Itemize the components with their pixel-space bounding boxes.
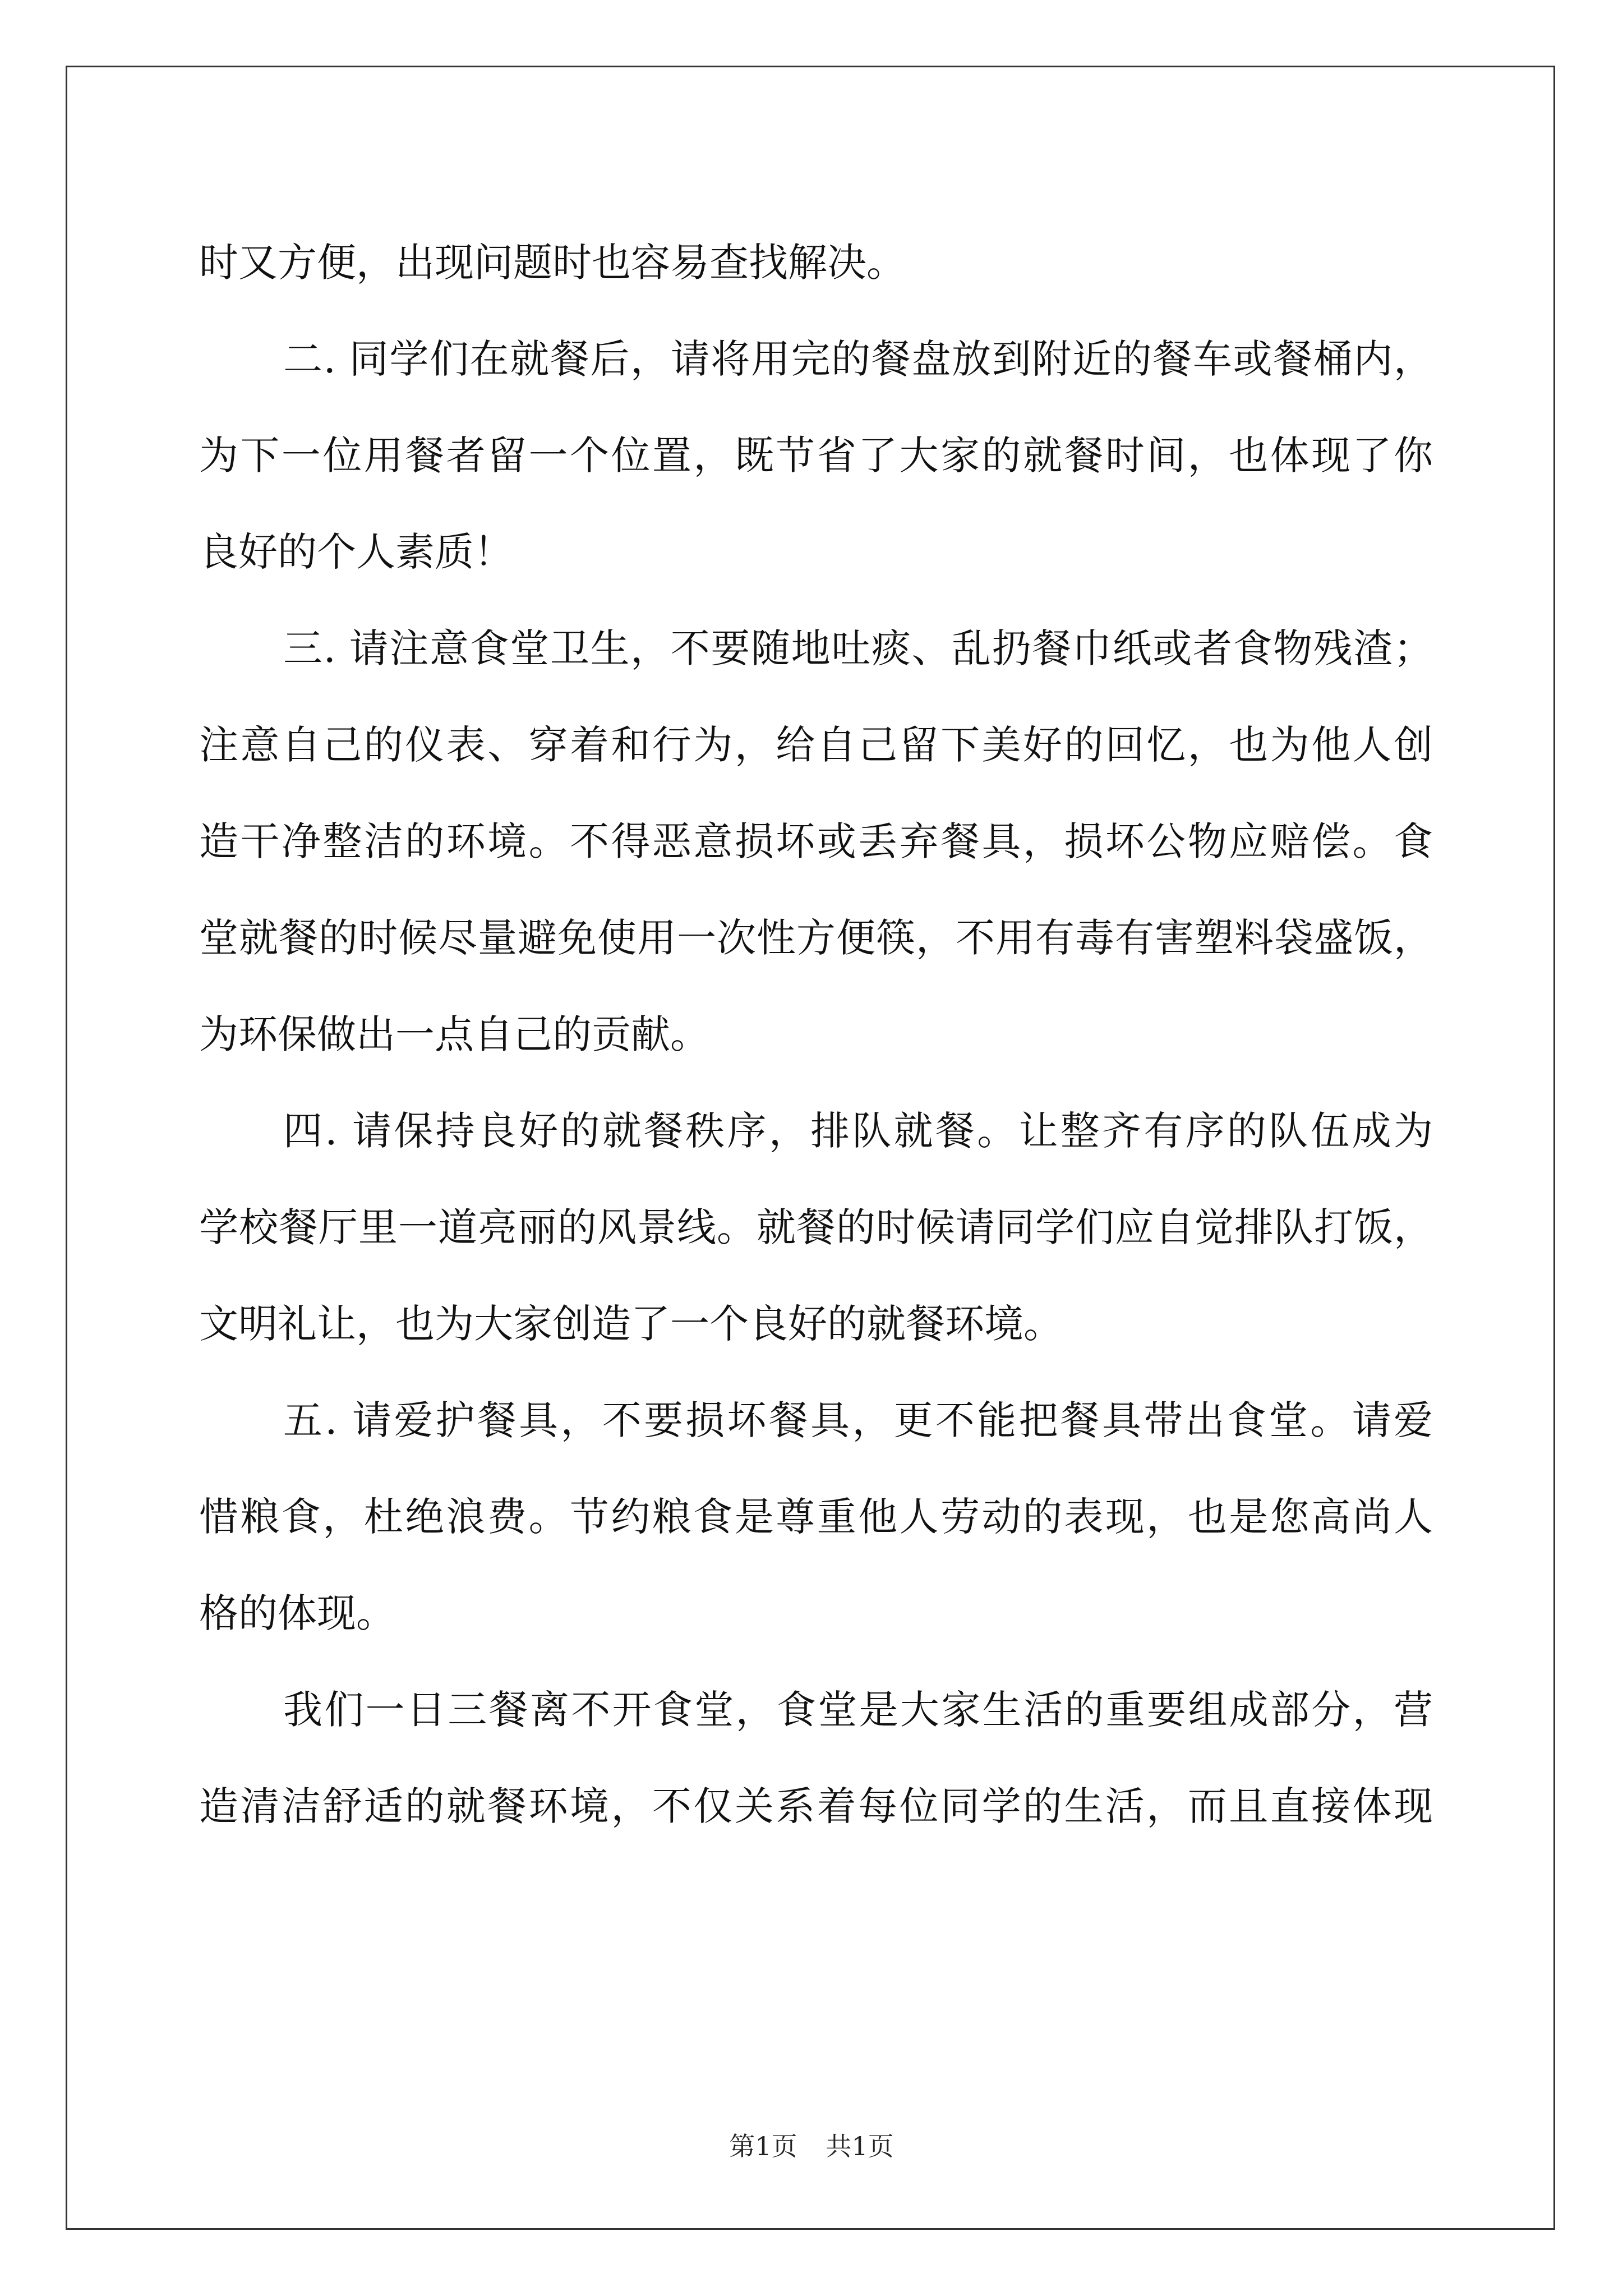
text-line: 造清洁舒适的就餐环境，不仅关系着每位同学的生活，而且直接体现	[199, 1783, 1433, 1829]
text-line: 造干净整洁的环境。不得恶意损坏或丢弃餐具，损坏公物应赔偿。食	[199, 818, 1433, 864]
page-footer	[0, 2126, 1623, 2163]
text-line: 良好的个人素质！	[199, 529, 513, 575]
text-line: 堂就餐的时候尽量避免使用一次性方便筷，不用有毒有害塑料袋盛饭，	[199, 915, 1433, 961]
text-line: 学校餐厅里一道亮丽的风景线。就餐的时候请同学们应自觉排队打饭，	[199, 1204, 1433, 1250]
paragraph	[199, 311, 1433, 600]
text-line: 四. 请保持良好的就餐秩序，排队就餐。让整齐有序的队伍成为	[283, 1108, 1433, 1154]
text-line: 文明礼让，也为大家创造了一个良好的就餐环境。	[199, 1301, 1063, 1347]
text-line: 时又方便，出现问题时也容易查找解决。	[199, 240, 906, 286]
paragraph	[199, 1083, 1433, 1372]
text-line: 为环保做出一点自己的贡献。	[199, 1011, 709, 1057]
text-line: 三. 请注意食堂卫生，不要随地吐痰、乱扔餐巾纸或者食物残渣；	[283, 625, 1433, 671]
text-line: 为下一位用餐者留一个位置，既节省了大家的就餐时间，也体现了你	[199, 432, 1433, 478]
page-number-current: 第1页	[729, 2131, 797, 2161]
text-line: 注意自己的仪表、穿着和行为，给自己留下美好的回忆，也为他人创	[199, 722, 1433, 768]
text-line: 我们一日三餐离不开食堂，食堂是大家生活的重要组成部分，营	[283, 1687, 1433, 1733]
page-number-total: 共1页	[826, 2131, 894, 2161]
text-line: 惜粮食，杜绝浪费。节约粮食是尊重他人劳动的表现，也是您高尚人	[199, 1494, 1433, 1540]
paragraph	[199, 214, 1433, 311]
paragraph	[199, 1372, 1433, 1662]
text-line: 格的体现。	[199, 1590, 395, 1636]
text-line: 五. 请爱护餐具，不要损坏餐具，更不能把餐具带出食堂。请爱	[283, 1397, 1433, 1443]
document-body	[199, 214, 1433, 1855]
paragraph	[199, 1662, 1433, 1855]
paragraph	[199, 600, 1433, 1083]
text-line: 二. 同学们在就餐后，请将用完的餐盘放到附近的餐车或餐桶内，	[283, 336, 1433, 382]
